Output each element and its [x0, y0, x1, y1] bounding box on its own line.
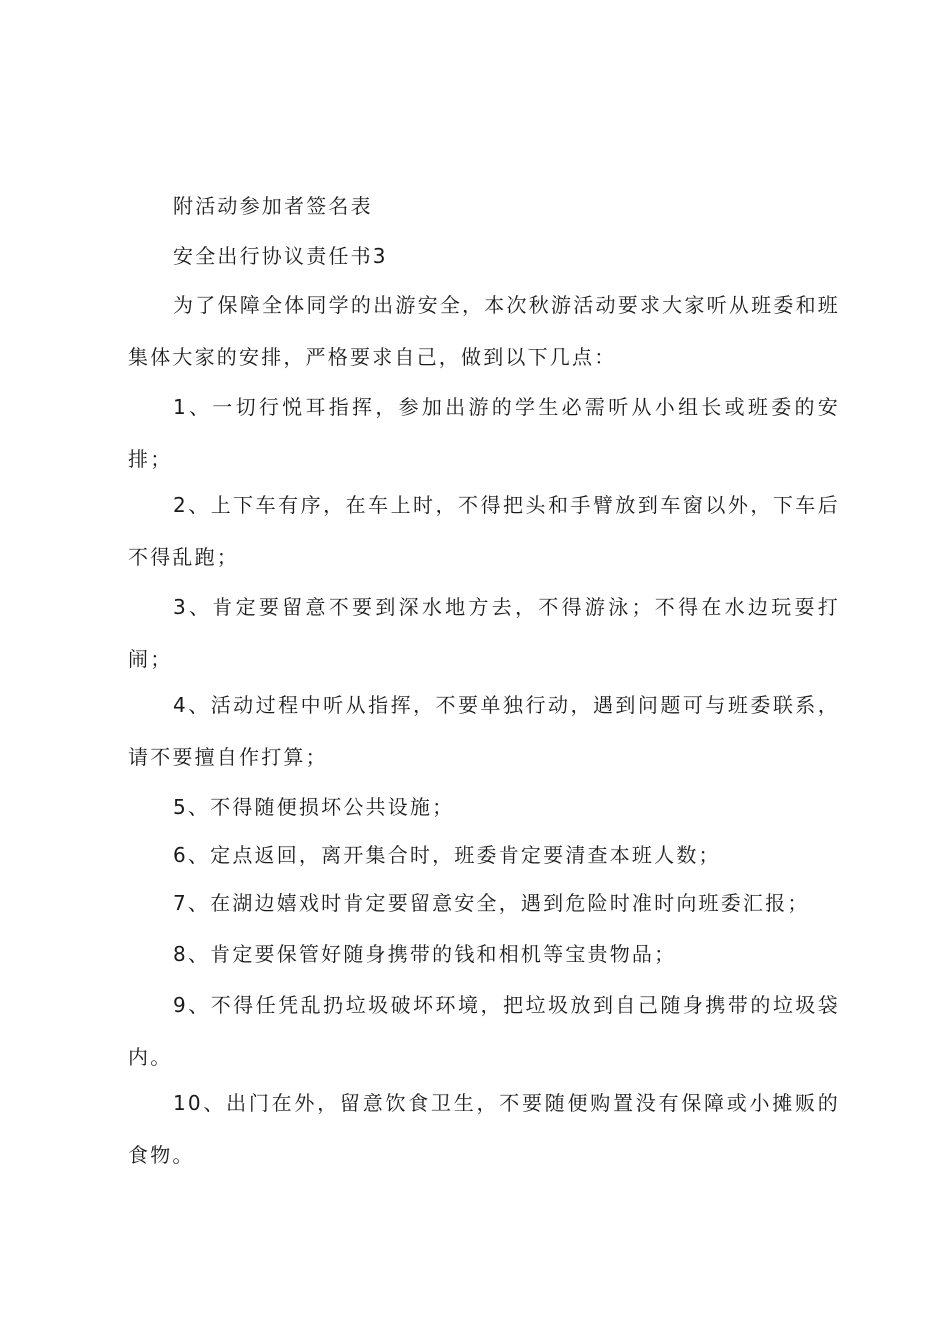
list-item: 5、不得随便损坏公共设施；	[173, 795, 455, 819]
list-item: 1、一切行悦耳指挥，参加出游的学生必需听从小组长或班委的安排；	[128, 395, 840, 471]
list-item: 7、在湖边嬉戏时肯定要留意安全，遇到危险时准时向班委汇报；	[173, 891, 810, 915]
document-title: 安全出行协议责任书3	[173, 244, 388, 268]
list-item: 10、出门在外，留意饮食卫生，不要随便购置没有保障或小摊贩的食物。	[128, 1091, 840, 1167]
list-item: 8、肯定要保管好随身携带的钱和相机等宝贵物品；	[173, 942, 677, 966]
list-item: 2、上下车有序，在车上时，不得把头和手臂放到车窗以外，下车后不得乱跑；	[128, 493, 840, 569]
intro-paragraph: 为了保障全体同学的出游安全，本次秋游活动要求大家听从班委和班集体大家的安排，严格要求自己，做到以下几点：	[128, 293, 840, 369]
list-item: 9、不得任凭乱扔垃圾破坏环境，把垃圾放到自己随身携带的垃圾袋内。	[128, 993, 840, 1069]
appendix-note: 附活动参加者签名表	[173, 194, 373, 218]
list-item: 6、定点返回，离开集合时，班委肯定要清查本班人数；	[173, 843, 721, 867]
list-item: 4、活动过程中听从指挥，不要单独行动，遇到问题可与班委联系，请不要擅自作打算；	[128, 693, 840, 769]
list-item: 3、肯定要留意不要到深水地方去，不得游泳；不得在水边玩耍打闹；	[128, 595, 840, 671]
